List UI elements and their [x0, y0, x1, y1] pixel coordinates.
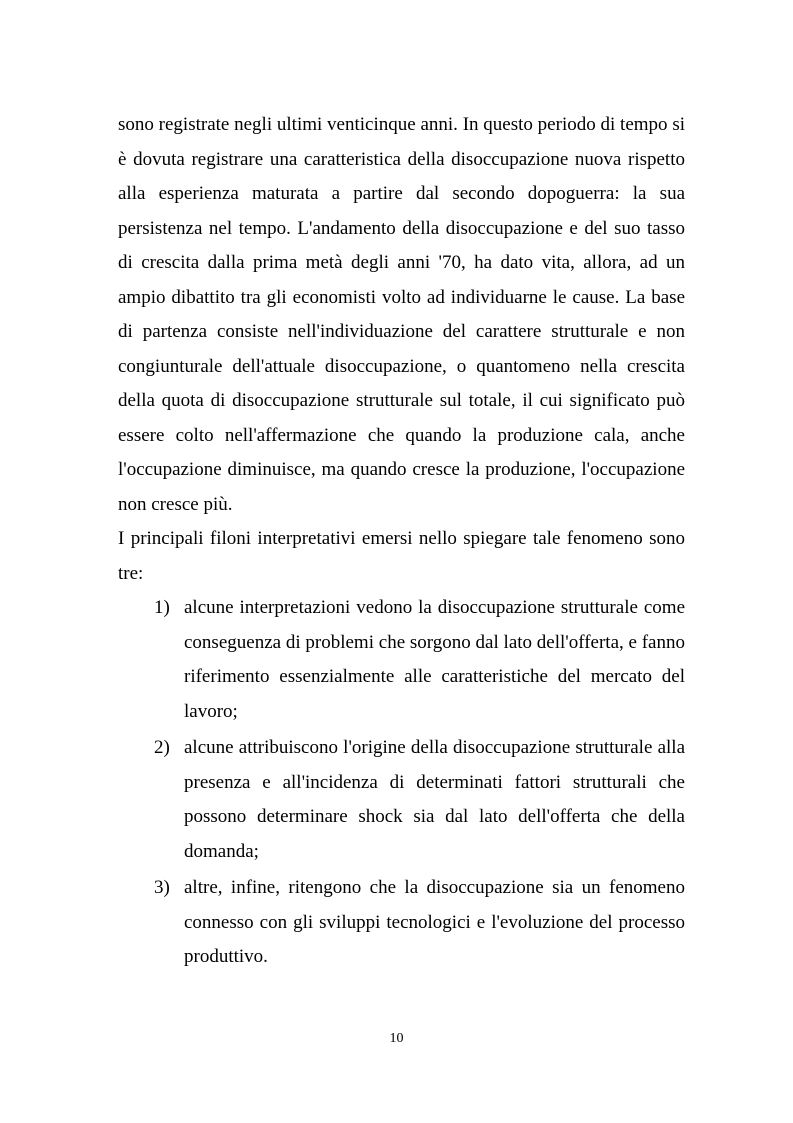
list-item-text: alcune attribuiscono l'origine della disoccupazione strutturale alla presenza e all'incidenza di determinati fattori strutturali che possono determinare shock sia dal lato dell'offerta che della domanda; [184, 737, 685, 862]
list-item-number: 1) [154, 597, 170, 618]
list-item-number: 2) [154, 737, 170, 758]
body-text [118, 108, 685, 977]
list-item [118, 591, 685, 729]
page-number: 10 [389, 1031, 404, 1046]
list-item-number: 3) [154, 877, 170, 898]
list-item [118, 731, 685, 869]
numbered-list [118, 591, 685, 975]
paragraph-1: sono registrate negli ultimi venticinque anni. In questo periodo di tempo si è dovuta registrare una caratteristica della disoccupazione nuova rispetto alla esperienza maturata a partire dal secondo dopoguerra: la sua persistenza nel tempo. L'andamento della disoccupazione e del suo tasso di crescita dalla prima metà degli anni '70, ha dato vita, allora, ad un ampio dibattito tra gli economisti volto ad individuarne le cause. La base di partenza consiste nell'individuazione del carattere strutturale e non congiunturale dell'attuale disoccupazione, o quantomeno nella crescita della quota di disoccupazione strutturale sul totale, il cui significato può essere colto nell'affermazione che quando la produzione cala, anche l'occupazione diminuisce, ma quando cresce la produzione, l'occupazione non cresce più. [118, 114, 685, 515]
paragraph-2: I principali filoni interpretativi emersi nello spiegare tale fenomeno sono tre: [118, 528, 685, 584]
list-item-text: alcune interpretazioni vedono la disoccupazione strutturale come conseguenza di problemi che sorgono dal lato dell'offerta, e fanno riferimento essenzialmente alle caratteristiche del mercato del lavoro; [184, 597, 685, 722]
list-item-text: altre, infine, ritengono che la disoccupazione sia un fenomeno connesso con gli sviluppi tecnologici e l'evoluzione del processo produttivo. [184, 877, 685, 967]
list-item [118, 871, 685, 975]
